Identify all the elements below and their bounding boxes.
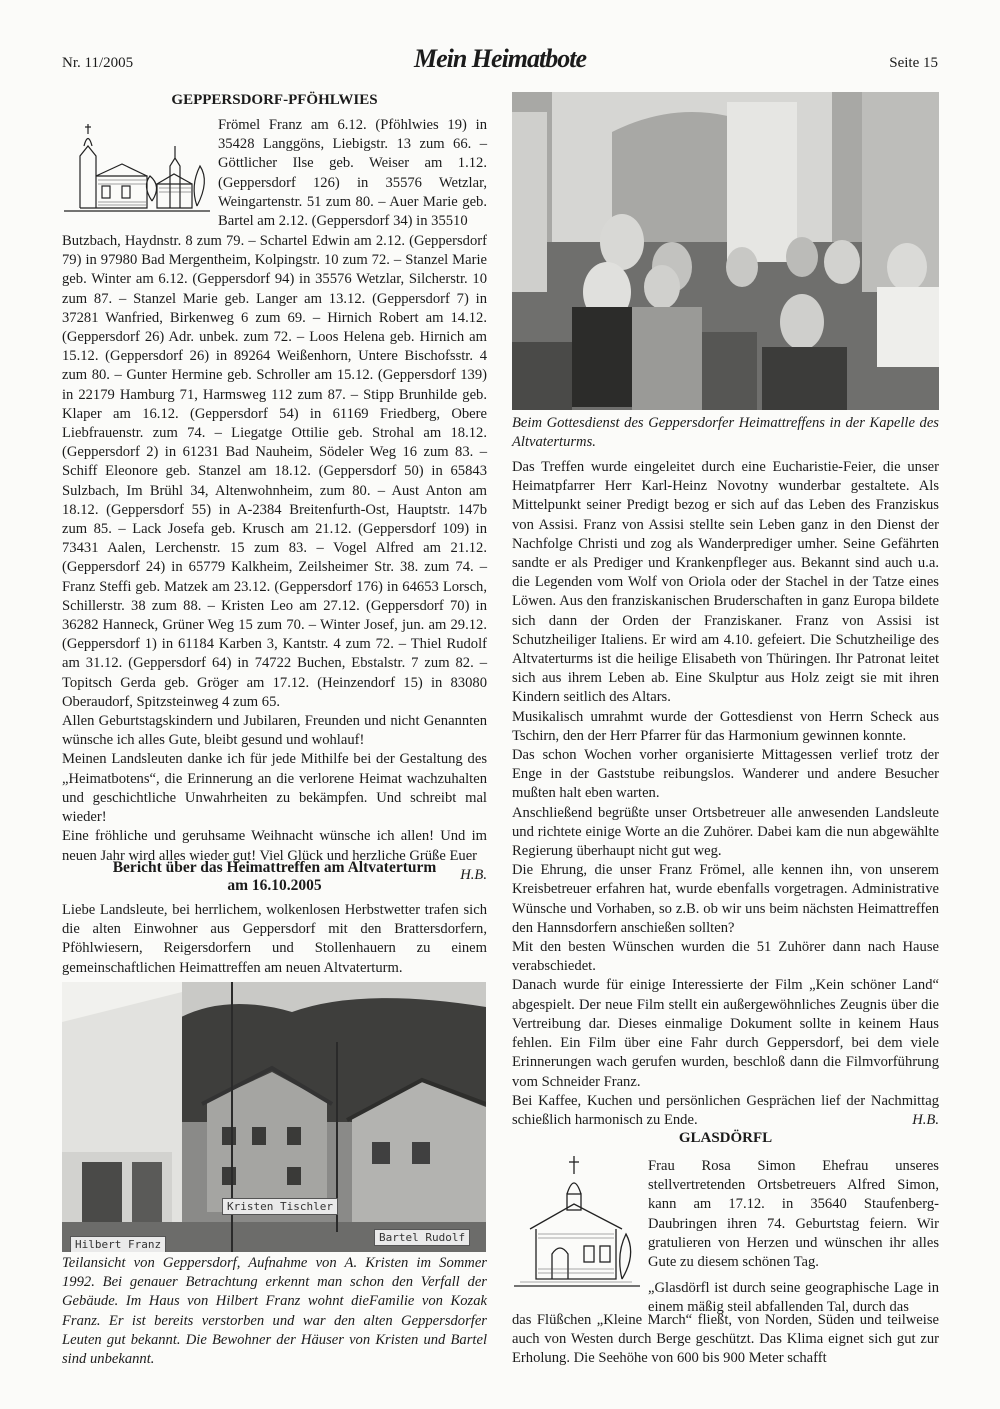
issue-number: Nr. 11/2005 [62, 55, 134, 71]
houses-photo [62, 982, 486, 1252]
greeting-paragraph: Allen Geburtstagskindern und Jubilaren, Freunden und nicht Genannten wünsche ich alles Gute, bleibt gesund und wohlauf! [62, 713, 487, 749]
birthday-list [62, 232, 487, 885]
report-title: Bericht über das Heimattreffen am Altvaterturm am 16.10.2005 [112, 859, 437, 894]
masthead: Mein Heimatbote [413, 44, 587, 73]
church-photo-caption: Beim Gottesdienst des Geppersdorfer Heimattreffens in der Kapelle des Altvaterturms. [512, 415, 939, 451]
section-title-geppersdorf: GEPPERSDORF-PFÖHLWIES [171, 92, 378, 108]
church-illustration [62, 116, 212, 216]
report-intro: Liebe Landsleute, bei herrlichem, wolkenlosen Herbstwetter trafen sich die alten Einwohner aus Geppersdorf mit den Brattersdorfern, Pföhlwiesern, Reigersdorfern und Stollenhauern zu einem gemeinschaftlichen Heimattreffen am neuen Altvaterturm. [62, 902, 487, 976]
label-kristen-tischler: Kristen Tischler [222, 1198, 338, 1215]
thanks-paragraph: Meinen Landsleuten danke ich für jede Mithilfe bei der Gestaltung des „Heimatbotens“, die Erinnerung an die verlorene Heimat wachzuhalten und geschichtliche Unwahrheiten zu bekämpfen. Und schreibt mal wieder! [62, 751, 487, 826]
christmas-paragraph: Eine fröhliche und geruhsame Weihnacht wünsche ich allen! Und im neuen Jahr wird alles wieder gut! Viel Glück und herzliche Grüße Euer H.B. [62, 827, 487, 865]
glasdoerfl-text-top: Frau Rosa Simon Ehefrau unseres stellvertretenden Ortsbetreuers Alfred Simon, kann am 17.12. in 35640 Staufenberg-Daubringen ihren 74. Geburtstag feiern. Wir gratulieren von Herzen und wünschen ihr alles Gute zu diesem schönen Tag. „Glasdörfl ist durch seine geographische Lage in einem mäßig steil abfallenden Tal, durch das [648, 1158, 939, 1316]
birthday-list-intro: Frömel Franz am 6.12. (Pföhlwies 19) in 35428 Langgöns, Liebigstr. 13 zum 66. – Göttlicher Ilse geb. Weiser am 1.12. (Geppersdorf 126) in 35576 Wetzlar, Weingartenstr. 51 zum 80. – Auer Marie geb. Bartel am 2.12. (Geppersdorf 34) in 35510 [218, 117, 487, 230]
section-title-glasdoerfl: GLASDÖRFL [678, 1130, 773, 1146]
label-hilbert-franz: Hilbert Franz [70, 1236, 166, 1252]
church-service-photo [512, 92, 939, 410]
signature: H.B. [460, 866, 487, 883]
page-number: Seite 15 [889, 55, 938, 71]
chapel-illustration [512, 1154, 642, 1292]
birthday-list-body: Butzbach, Haydnstr. 8 zum 79. – Schartel Edwin am 2.12. (Geppersdorf 79) in 97980 Bad Mergentheim, Kolpingstr. 10 zum 72. – Stanzel Marie geb. Winter am 6.12. (Geppersdorf 94) in 35576 Wetzlar, Silcherstr. 10 zum 87. – Stanzel Marie geb. Langer am 13.12. (Geppersdorf 7) in 37281 Wanfried, Birkenweg 6 zum 69. – Hirnich Robert am 14.12. (Geppersdorf 26) Adr. unbek. zum 72. – Loos Helena geb. Hirnich am 15.12. (Geppersdorf 26) in 89264 Weißenhorn, Untere Bischofsstr. 4 zum 80. – Gunter Hermine geb. Schroller am 15.12. (Geppersdorf 139) in 22179 Hamburg 71, Harmsweg 112 zum 87. – Stipp Brunhilde geb. Klaper am 16.12. (Geppersdorf 54) in 61169 Friedberg, Obere Liebfrauenstr. zum 74. – Liegatge Ottilie geb. Strohal am 18.12. (Geppersdorf 2) in 61231 Bad Nauheim, Södeler Weg 16 zum 83. – Schiff Eleonore geb. Stanzel am 18.12. (Geppersdorf 50) in 65843 Sulzbach, Im Brühl 34, Altenwohnheim, zum 80. – Aust Anton am 18.12. (Geppersdorf 55) in A-2384 Breitenfurth-Ost, Hauptstr. 147b zum 85. – Lack Josefa geb. Krusch am 21.12. (Geppersdorf 109) in 73431 Aalen, Lerchenstr. 15 zum 83. – Vogel Alfred am 21.12. (Geppersdorf 24) in 65779 Kalkheim, Zeilsheimer Str. 38. zum 74. – Franz Steffi geb. Matzek am 23.12. (Geppersdorf 176) in 64653 Lorsch, Schillerstr. 38 zum 88. – Kristen Leo am 27.12. (Geppersdorf 70) in 36282 Hanneck, Grüner Weg 15 zum 70. – Winter Josef, jun. am 29.12. (Geppersdorf 1) in 61184 Karben 3, Kantstr. 4 zum 72. – Thiel Rudolf am 31.12. (Geppersdorf 64) in 74722 Buchen, Ebstalstr. 7 zum 82. – Topitsch Gerda geb. Gröger am 17.12. (Heinzendorf 15) in 83080 Oberaudorf, Spitzsteinweg 4 zum 65. [62, 233, 487, 710]
glasdoerfl-text-bottom: das Flüßchen „Kleine March“ fließt, von Norden, Süden und teilweise auch von Westen durch Berge geschützt. Das Klima eignet sich gut zur Erholung. Die Seehöhe von 600 bis 900 Meter schafft [512, 1312, 939, 1367]
houses-photo-caption: Teilansicht von Geppersdorf, Aufnahme von A. Kristen im Sommer 1992. Bei genauer Betrachtung erkennt man schon den Verfall der Gebäude. Im Haus von Hilbert Franz wohnt dieFamilie von Kozak Franz. Er ist bereits verstorben und war den alten Geppersdorfer Leuten gut bekannt. Die Bewohner der Häuser von Kristen und Bartel sind unbekannt. [62, 1255, 487, 1368]
report-body: Das Treffen wurde eingeleitet durch eine Eucharistie-Feier, die unser Heimatpfarrer Herr Karl-Heinz Novotny wunderbar gestaltete. Als Mittelpunkt seiner Predigt bezog er sich auf das Leben des Franziskus von Assisi. Franz von Assisi stellte sein Leben ganz in den Dienst der Nachfolge Christi und zog als Wanderprediger umher. Seine Gefährten sandte er als Prediger und Krankenpfleger aus. Bekannt sind auch u.a. die Legenden vom Wolf von Oriola oder der Stachel in der Tatze eines Löwen. Aus den franziskanischen Bruderschaften in ganz Europa bildete sich dann der Orden der Franziskaner. Franz von Assisi ist Schutzheiliger Italiens. Er wird am 4.10. gefeiert. Die Schutzheilige des Altvaterturms ist die heilige Elisabeth von Thüringen. Ihr Patronat leitet sich aus ihrem Leben ab. Eine Skulptur aus Holz zeigt sie mit ihren Kindern seitlich des Altars. Musikalisch umrahmt wurde der Gottesdienst von Herrn Scheck aus Tschirn, den der Herr Pfarrer für das Harmonium gewinnen konnte. Das schon Wochen vorher organisierte Mittagessen verlief trotz der Enge in der Gaststube reibungslos. Wanderer und andere Besucher mußten halt eben warten. Anschließend begrüßte unser Ortsbetreuer alle anwesenden Landsleute und richtete einige Worte an die Zuhörer. Dabei kam die nun abgewählte Regierung überhaupt nicht gut weg. Die Ehrung, die unser Franz Frömel, alle kennen ihn, von unserem Kreisbetreuer erfahren hat, wurde ebenfalls vorgetragen. Administrative Wünsche und Vorhaben, so z.B. ob wir uns beim nächsten Heimattreffen den Hannsdorfern anschießen sollten? Mit den besten Wünschen wurden die 51 Zuhörer dann nach Hause verabschiedet. Danach wurde für einige Interessierte der Film „Kein schöner Land“ abgespielt. Der neue Film stellt ein außergewöhnliches Zeugnis über die Vertreibung dar. Dieses einmalige Dokument sollte in keinem Haus fehlen. Ein Film über eine Fahr durch Geppersdorf, bei dem viele Erinnerungen wach gerufen wurden, beschloß dann die Filmvorführung vom Schneider Franz. Bei Kaffee, Kuchen und persönlichen Gesprächen lief der Nachmittag schießlich harmonisch zu Ende. H.B. [512, 458, 939, 1130]
label-bartel-rudolf: Bartel Rudolf [374, 1229, 470, 1246]
report-signature: H.B. [912, 1111, 939, 1128]
